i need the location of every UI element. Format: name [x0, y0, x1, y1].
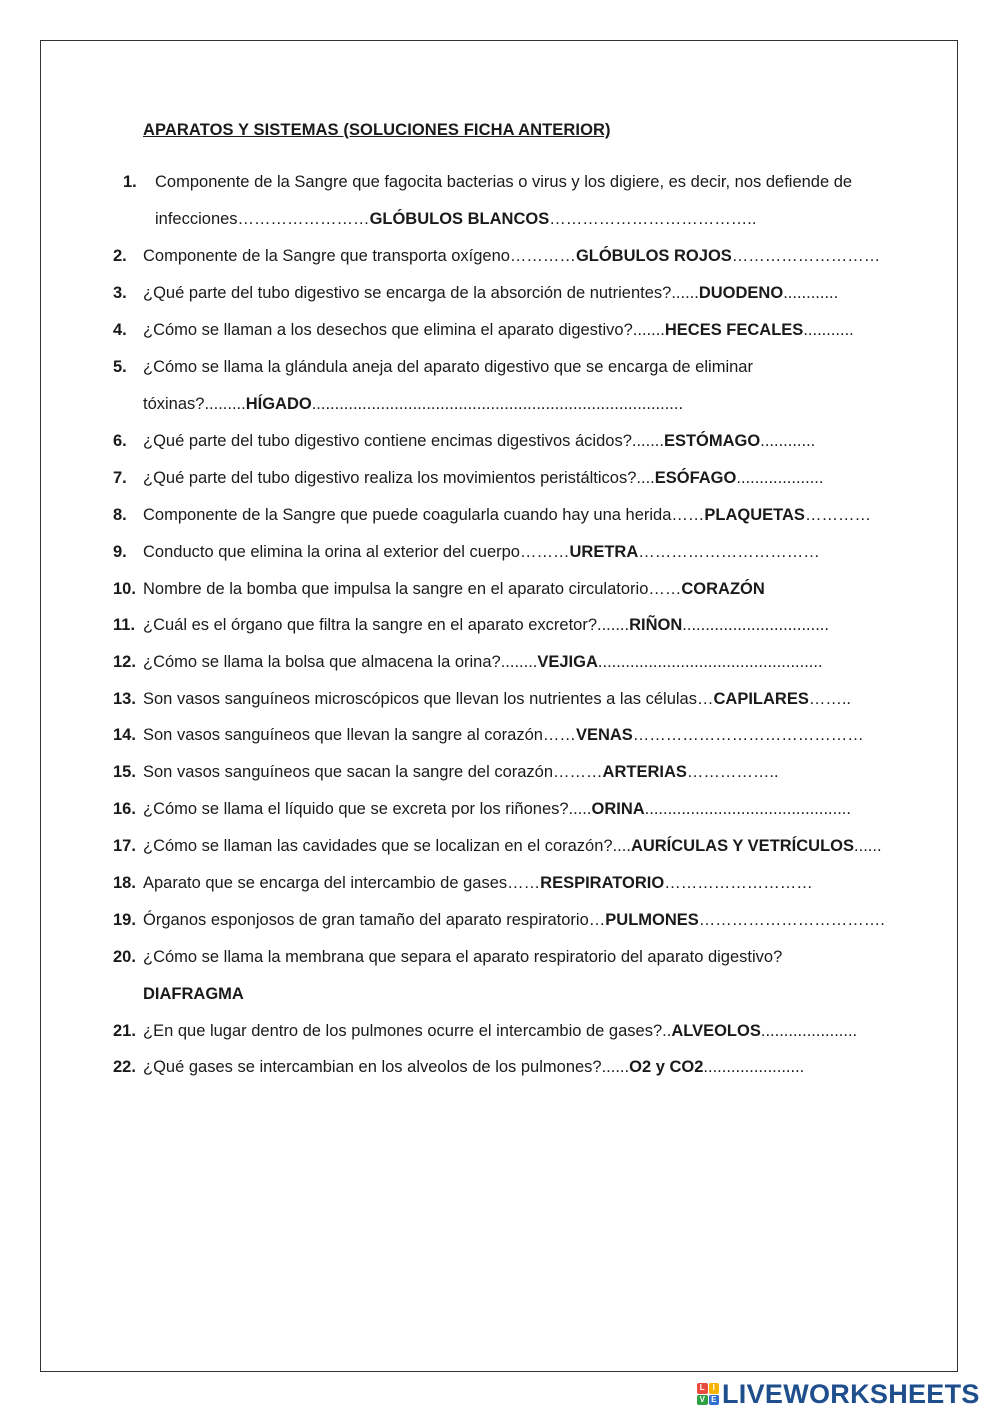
question-line [113, 947, 783, 967]
answer-dots: …….. [808, 690, 851, 708]
question-line [113, 762, 779, 782]
question-number: 14. [113, 726, 136, 744]
logo-letter: I [709, 1383, 720, 1394]
answer-text: ARTERIAS [602, 763, 687, 781]
question-number: 6. [113, 432, 127, 450]
question-number: 13. [113, 690, 136, 708]
question-number: 22. [113, 1058, 136, 1076]
question-line [113, 320, 854, 340]
answer-dots: ............ [783, 284, 839, 302]
answer-text: VEJIGA [537, 653, 598, 671]
answer-text: ESÓFAGO [654, 469, 737, 487]
answer-dots: ................................................. [597, 653, 823, 671]
logo-letter: V [697, 1395, 708, 1406]
question-line [113, 799, 851, 819]
question-line [113, 246, 881, 266]
question-text: infecciones…………………… [155, 210, 370, 228]
question-line [113, 615, 829, 635]
answer-text: URETRA [569, 543, 639, 561]
answer-text: RESPIRATORIO [540, 874, 665, 892]
question-line [155, 209, 756, 229]
answer-text: DUODENO [698, 284, 784, 302]
question-text: ¿Qué gases se intercambian en los alveolos de los pulmones?...... [143, 1058, 630, 1076]
question-line [123, 172, 853, 192]
answer-dots: ........... [803, 321, 854, 339]
question-number: 5. [113, 358, 127, 376]
question-number: 20. [113, 948, 136, 966]
question-text: ¿Cómo se llama el líquido que se excreta por los riñones?..... [143, 800, 592, 818]
answer-dots: ...................... [703, 1058, 805, 1076]
question-number: 16. [113, 800, 136, 818]
question-text: Son vasos sanguíneos que llevan la sangre al corazón…… [143, 726, 576, 744]
question-number: 3. [113, 284, 127, 302]
question-number: 1. [123, 173, 137, 191]
question-line [113, 1021, 858, 1041]
answer-text: DIAFRAGMA [143, 985, 244, 1003]
answer-text: O2 y CO2 [629, 1058, 704, 1076]
question-text: Componente de la Sangre que fagocita bacterias o virus y los digiere, es decir, nos defiende de [155, 173, 853, 191]
question-line [113, 505, 871, 525]
question-line [113, 725, 864, 745]
question-line [113, 357, 753, 377]
question-text: ¿Cuál es el órgano que filtra la sangre en el aparato excretor?....... [143, 616, 630, 634]
answer-dots: ……………………………. [698, 911, 885, 929]
question-number: 11. [113, 616, 136, 634]
answer-text: PULMONES [605, 911, 699, 929]
question-text: Nombre de la bomba que impulsa la sangre en el aparato circulatorio…… [143, 580, 682, 598]
question-line [113, 910, 885, 930]
question-text: ¿Qué parte del tubo digestivo realiza los movimientos peristálticos?.... [143, 469, 655, 487]
page-title: APARATOS Y SISTEMAS (SOLUCIONES FICHA ANTERIOR) [143, 121, 611, 139]
question-line [113, 873, 813, 893]
question-text: ¿Cómo se llama la membrana que separa el aparato respiratorio del aparato digestivo? [143, 948, 783, 966]
question-text: Órganos esponjosos de gran tamaño del aparato respiratorio… [143, 911, 606, 929]
answer-text: GLÓBULOS ROJOS [575, 247, 732, 265]
question-line [113, 579, 765, 599]
question-text: Aparato que se encarga del intercambio de gases…… [143, 874, 541, 892]
answer-dots: ……………………… [731, 247, 881, 265]
question-line [113, 468, 824, 488]
question-line [113, 652, 823, 672]
question-number: 8. [113, 506, 127, 524]
answer-dots: ...... [854, 837, 882, 855]
question-number: 21. [113, 1022, 136, 1040]
question-text: Componente de la Sangre que puede coagularla cuando hay una herida…… [143, 506, 705, 524]
question-line [113, 689, 851, 709]
question-number: 2. [113, 247, 127, 265]
answer-text: VENAS [575, 726, 633, 744]
question-text: Componente de la Sangre que transporta oxígeno………… [143, 247, 576, 265]
question-text: ¿En que lugar dentro de los pulmones ocurre el intercambio de gases?.. [143, 1022, 672, 1040]
answer-dots: ............ [760, 432, 816, 450]
answer-text: ORINA [591, 800, 645, 818]
question-text: ¿Cómo se llama la glándula aneja del aparato digestivo que se encarga de eliminar [143, 358, 753, 376]
liveworksheets-logo[interactable] [697, 1379, 980, 1409]
answer-dots: ……………………… [664, 874, 813, 892]
question-number: 18. [113, 874, 136, 892]
answer-text: PLAQUETAS [704, 506, 805, 524]
answer-text: ALVEOLOS [671, 1022, 761, 1040]
question-text: ¿Qué parte del tubo digestivo contiene encimas digestivos ácidos?....... [143, 432, 664, 450]
answer-dots: ..................... [760, 1022, 858, 1040]
question-number: 7. [113, 469, 127, 487]
question-text: ¿Cómo se llaman a los desechos que elimina el aparato digestivo?....... [143, 321, 665, 339]
answer-dots: ............................................. [644, 800, 851, 818]
answer-text: HECES FECALES [664, 321, 804, 339]
answer-dots: …………………………………… [632, 726, 864, 744]
answer-text: ESTÓMAGO [663, 432, 761, 450]
question-line [113, 283, 839, 303]
answer-dots: ................... [736, 469, 824, 487]
question-number: 12. [113, 653, 136, 671]
answer-dots: …………………………… [638, 543, 820, 561]
question-number: 19. [113, 911, 136, 929]
logo-text: LIVEWORKSHEETS [722, 1378, 980, 1409]
answer-text: RIÑON [629, 616, 683, 634]
answer-dots: ................................................................................. [311, 395, 684, 413]
question-line [143, 394, 683, 414]
answer-dots: ………… [804, 506, 871, 524]
question-text: Conducto que elimina la orina al exterior del cuerpo……… [143, 543, 570, 561]
question-number: 4. [113, 321, 127, 339]
answer-dots: ……………………………….. [549, 210, 757, 228]
question-text: tóxinas?......... [143, 395, 246, 413]
liveworksheets-logo-icon [697, 1383, 719, 1405]
question-line [113, 542, 820, 562]
question-text: ¿Cómo se llama la bolsa que almacena la orina?........ [143, 653, 538, 671]
question-line [113, 431, 816, 451]
question-number: 9. [113, 543, 127, 561]
question-line [113, 1057, 805, 1077]
question-line [143, 984, 244, 1004]
question-number: 10. [113, 580, 136, 598]
question-text: Son vasos sanguíneos que sacan la sangre del corazón……… [143, 763, 603, 781]
answer-dots: …………….. [686, 763, 779, 781]
answer-dots: ................................ [682, 616, 829, 634]
answer-text: HÍGADO [245, 395, 312, 413]
question-line [113, 836, 882, 856]
answer-text: CORAZÓN [681, 580, 765, 598]
question-text: ¿Qué parte del tubo digestivo se encarga de la absorción de nutrientes?...... [143, 284, 699, 302]
answer-text: GLÓBULOS BLANCOS [369, 210, 550, 228]
question-number: 17. [113, 837, 136, 855]
question-text: Son vasos sanguíneos microscópicos que llevan los nutrientes a las células… [143, 690, 714, 708]
question-text: ¿Cómo se llaman las cavidades que se localizan en el corazón?.... [143, 837, 631, 855]
logo-letter: L [697, 1383, 708, 1394]
answer-text: CAPILARES [713, 690, 809, 708]
logo-letter: E [709, 1395, 720, 1406]
question-number: 15. [113, 763, 136, 781]
answer-text: AURÍCULAS Y VETRÍCULOS [630, 837, 855, 855]
